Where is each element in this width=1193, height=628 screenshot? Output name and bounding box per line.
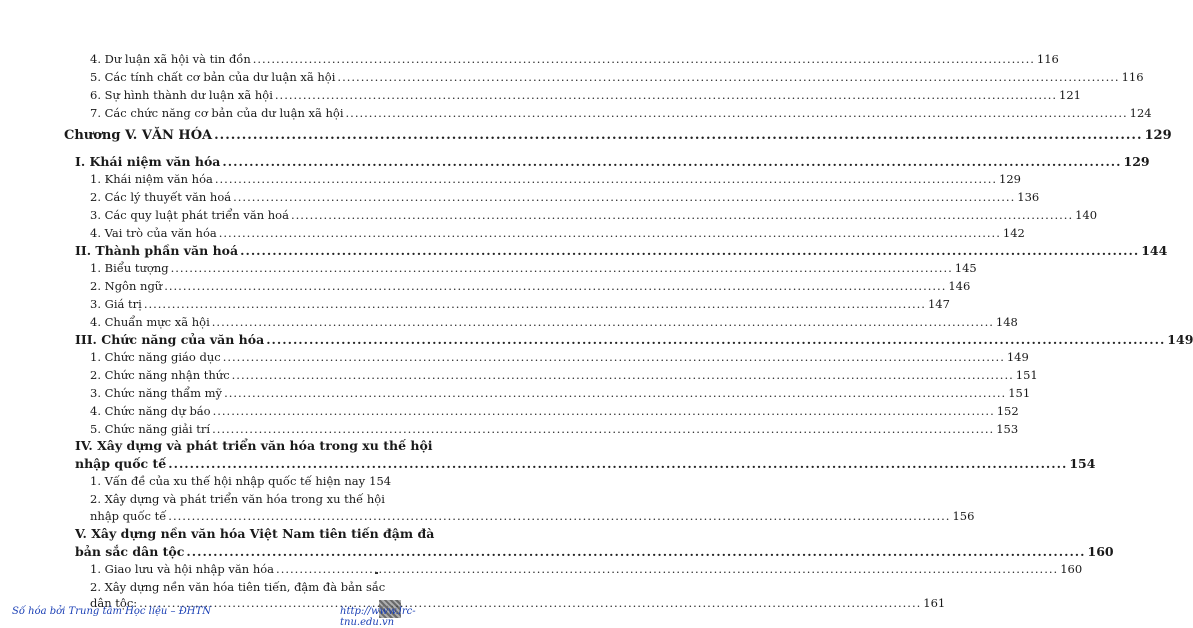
dot-leader bbox=[276, 562, 1058, 576]
toc-entry-title: 5. Các tính chất cơ bản của dư luận xã hội bbox=[90, 70, 336, 84]
toc-entry-page: 151 bbox=[1015, 368, 1038, 382]
toc-entry-page: 116 bbox=[1036, 52, 1059, 66]
toc-section-page: 149 bbox=[1167, 332, 1193, 347]
dot-leader bbox=[224, 386, 1006, 400]
toc-entry-title: 2. Ngôn ngữ bbox=[90, 279, 163, 293]
toc-section-title: I. Khái niệm văn hóa bbox=[75, 154, 221, 169]
toc-entry-title-line1: 2. Xây dựng và phát triển văn hóa trong xu thế hội bbox=[90, 492, 385, 506]
toc-entry-title: 3. Các quy luật phát triển văn hoá bbox=[90, 208, 289, 222]
toc-entry-page: 148 bbox=[995, 315, 1018, 329]
toc-entry-title: 4. Chuẩn mực xã hội bbox=[90, 315, 210, 329]
toc-entry bbox=[90, 88, 1081, 102]
toc-entry-title: 7. Các chức năng cơ bản của dư luận xã hội bbox=[90, 106, 344, 120]
toc-entry bbox=[90, 208, 1098, 222]
toc-entry-title: 1. Giao lưu và hội nhập văn hóa bbox=[90, 562, 275, 576]
dot-leader bbox=[240, 243, 1139, 258]
dot-leader bbox=[291, 208, 1073, 222]
toc-entry-page: 161 bbox=[923, 596, 946, 610]
dot-leader bbox=[144, 297, 926, 311]
toc-entry-page: 160 bbox=[1060, 562, 1083, 576]
toc-entry bbox=[90, 297, 950, 311]
toc-entry-page: 136 bbox=[1017, 190, 1040, 204]
dot-leader bbox=[346, 106, 1128, 120]
toc-entry-title: 4. Vai trò của văn hóa bbox=[90, 226, 217, 240]
toc-entry-page: 149 bbox=[1006, 350, 1029, 364]
dot-leader bbox=[212, 315, 994, 329]
dot-leader bbox=[164, 279, 946, 293]
toc-entry-title: 5. Chức năng giải trí bbox=[90, 422, 211, 436]
toc-entry bbox=[90, 562, 1083, 576]
footer-credit: Số hóa bởi Trung tâm Học liệu – ĐHTN bbox=[12, 606, 211, 617]
toc-section bbox=[75, 544, 1114, 559]
toc-entry-page: 121 bbox=[1059, 88, 1081, 102]
toc-entry-title: 1. Biểu tượng bbox=[90, 261, 169, 275]
toc-entry-page: 124 bbox=[1129, 106, 1152, 120]
toc-entry-title: nhập quốc tế bbox=[90, 509, 167, 523]
footer-url: http://www.lrc-tnu.edu.vn bbox=[340, 606, 416, 628]
toc-section-page: 160 bbox=[1087, 544, 1114, 559]
dot-leader bbox=[266, 332, 1165, 347]
toc-entry-page: 145 bbox=[954, 261, 977, 275]
toc-entry bbox=[90, 368, 1038, 382]
toc-entry-title: 3. Chức năng thẩm mỹ bbox=[90, 386, 223, 400]
dot-leader bbox=[233, 190, 1015, 204]
toc-section-page: 154 bbox=[1069, 456, 1096, 471]
toc-entry-page: 153 bbox=[996, 422, 1019, 436]
dot-leader bbox=[168, 456, 1067, 471]
dot-leader bbox=[337, 70, 1119, 84]
toc-section bbox=[75, 332, 1193, 347]
toc-entry-page: 147 bbox=[927, 297, 950, 311]
dot-leader bbox=[139, 596, 921, 610]
toc-entry bbox=[90, 70, 1144, 84]
toc-section-page: 129 bbox=[1123, 154, 1150, 169]
toc-entry-title: dân tộc: bbox=[90, 596, 138, 610]
dot-leader bbox=[222, 154, 1121, 169]
toc-entry bbox=[90, 190, 1040, 204]
toc-entry-title: 1. Vấn đề của xu thế hội nhập quốc tế hiện nay bbox=[90, 474, 366, 488]
dot-leader bbox=[186, 544, 1085, 559]
dot-leader bbox=[213, 404, 995, 418]
toc-section-title-line1: IV. Xây dựng và phát triển văn hóa trong xu thế hội bbox=[75, 438, 433, 453]
toc-entry-title: 4. Dư luận xã hội và tin đồn bbox=[90, 52, 251, 66]
toc-entry bbox=[90, 509, 975, 523]
toc-entry-page: 146 bbox=[948, 279, 971, 293]
toc-entry bbox=[90, 172, 1021, 186]
toc-entry bbox=[90, 474, 392, 488]
toc-entry-page: 116 bbox=[1121, 70, 1144, 84]
toc-entry-page: 142 bbox=[1002, 226, 1025, 240]
toc-entry-title: 1. Chức năng giáo dục bbox=[90, 350, 221, 364]
dot-leader bbox=[168, 509, 950, 523]
toc-entry bbox=[90, 404, 1019, 418]
toc-section bbox=[75, 154, 1150, 169]
toc-entry-page: 154 bbox=[369, 474, 392, 488]
toc-entry bbox=[90, 226, 1025, 240]
toc-entry-page: 140 bbox=[1075, 208, 1098, 222]
toc-section-title: II. Thành phần văn hoá bbox=[75, 243, 239, 258]
toc-entry-page: 156 bbox=[952, 509, 975, 523]
dot-leader bbox=[275, 88, 1057, 102]
toc-entry-title: 3. Giá trị bbox=[90, 297, 142, 311]
toc-chapter-title: Chương V. VĂN HÓA bbox=[64, 128, 213, 143]
dot-leader bbox=[214, 128, 1142, 143]
toc-section-page: 144 bbox=[1141, 243, 1168, 258]
toc-entry-title-line1: 2. Xây dựng nền văn hóa tiên tiến, đậm đà bản sắc bbox=[90, 580, 386, 594]
dot-leader bbox=[215, 172, 997, 186]
dot-leader bbox=[223, 350, 1005, 364]
dot-leader bbox=[219, 226, 1001, 240]
toc-entry bbox=[90, 52, 1059, 66]
toc-entry-title: 2. Các lý thuyết văn hoá bbox=[90, 190, 232, 204]
toc-entry bbox=[90, 261, 977, 275]
toc-section bbox=[75, 456, 1096, 471]
toc-entry-title: 1. Khái niệm văn hóa bbox=[90, 172, 213, 186]
toc-entry-page: 152 bbox=[996, 404, 1019, 418]
toc-entry-title: 4. Chức năng dự báo bbox=[90, 404, 211, 418]
toc-entry bbox=[90, 350, 1029, 364]
toc-entry-title: 2. Chức năng nhận thức bbox=[90, 368, 230, 382]
dot-leader bbox=[212, 422, 994, 436]
toc-entry bbox=[90, 386, 1031, 400]
toc-chapter bbox=[64, 128, 1172, 143]
toc-chapter-page: 129 bbox=[1144, 128, 1172, 143]
toc-entry bbox=[90, 315, 1018, 329]
toc-section bbox=[75, 243, 1168, 258]
toc-section-title: nhập quốc tế bbox=[75, 456, 167, 471]
toc-entry-page: 151 bbox=[1008, 386, 1031, 400]
toc-section-title: bản sắc dân tộc bbox=[75, 544, 185, 559]
scan-speck bbox=[375, 572, 378, 574]
dot-leader bbox=[232, 368, 1014, 382]
toc-entry bbox=[90, 106, 1152, 120]
toc-section-title-line1: V. Xây dựng nền văn hóa Việt Nam tiên tiến đậm đà bbox=[75, 526, 435, 541]
toc-entry-page: 129 bbox=[999, 172, 1021, 186]
toc-entry bbox=[90, 279, 971, 293]
toc-entry-title: 6. Sự hình thành dư luận xã hội bbox=[90, 88, 273, 102]
toc-section-title: III. Chức năng của văn hóa bbox=[75, 332, 265, 347]
dot-leader bbox=[253, 52, 1035, 66]
toc-entry bbox=[90, 422, 1019, 436]
dot-leader bbox=[171, 261, 953, 275]
